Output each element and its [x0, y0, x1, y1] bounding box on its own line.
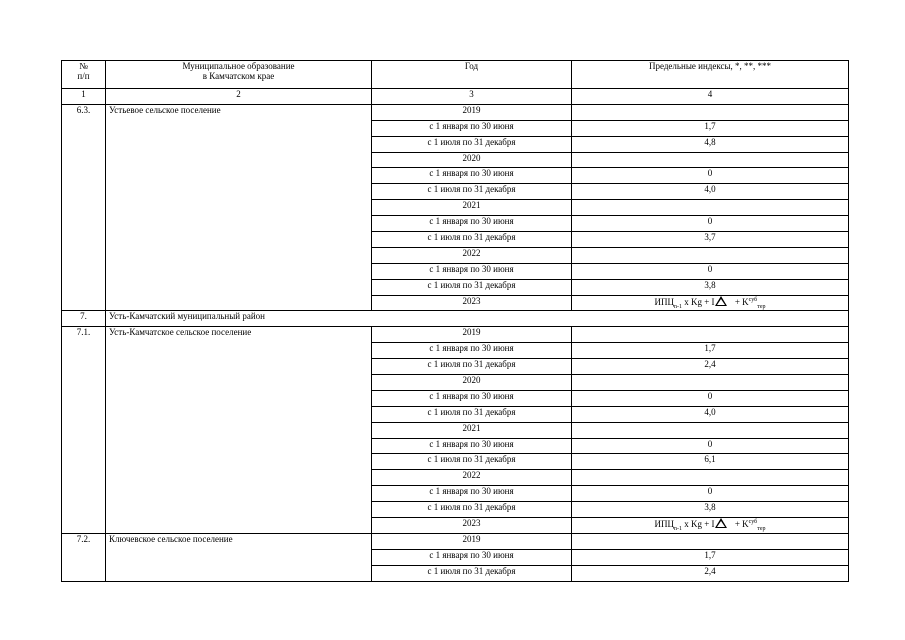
table-row [62, 247, 849, 263]
row-period: 2023 [372, 518, 572, 534]
row-period: с 1 января по 30 июня [372, 486, 572, 502]
row-index-value: 2,4 [572, 359, 849, 375]
row-index-value: 6,1 [572, 454, 849, 470]
row-municipality [106, 565, 372, 581]
row-municipality [106, 438, 372, 454]
row-municipality [106, 549, 372, 565]
table-row [62, 136, 849, 152]
header-municipality: Муниципальное образование в Камчатском крае [106, 61, 372, 89]
row-number [62, 359, 106, 375]
row-period: с 1 января по 30 июня [372, 216, 572, 232]
row-municipality: Ключевское сельское поселение [106, 533, 372, 549]
row-number [62, 263, 106, 279]
row-number: 7.1. [62, 327, 106, 343]
row-municipality [106, 152, 372, 168]
delta-icon [715, 518, 727, 528]
row-index-value: 4,0 [572, 406, 849, 422]
row-period: с 1 июля по 31 декабря [372, 184, 572, 200]
row-number [62, 216, 106, 232]
row-period: 2020 [372, 375, 572, 391]
row-municipality [106, 168, 372, 184]
table-row [62, 565, 849, 581]
row-period: с 1 июля по 31 декабря [372, 232, 572, 248]
formula-k-sup: суб [748, 296, 758, 303]
row-number [62, 470, 106, 486]
formula-k-sub: тер [757, 303, 766, 310]
table-row [62, 327, 849, 343]
table-row [62, 454, 849, 470]
formula-kg: x Kg + I [681, 296, 715, 307]
table-row [62, 104, 849, 120]
row-index-value [572, 200, 849, 216]
row-municipality [106, 216, 372, 232]
row-period: с 1 января по 30 июня [372, 343, 572, 359]
row-municipality [106, 470, 372, 486]
row-municipality [106, 454, 372, 470]
row-period: 2021 [372, 422, 572, 438]
row-number [62, 375, 106, 391]
row-index-value: 3,8 [572, 279, 849, 295]
row-number [62, 279, 106, 295]
row-municipality [106, 232, 372, 248]
delta-icon [715, 296, 727, 306]
row-index-value: 0 [572, 216, 849, 232]
table-body [62, 104, 849, 581]
row-index-value [572, 152, 849, 168]
row-number [62, 168, 106, 184]
row-municipality: Усть-Камчатский муниципальный район [106, 311, 849, 327]
row-period: с 1 января по 30 июня [372, 120, 572, 136]
table-row [62, 168, 849, 184]
row-municipality [106, 422, 372, 438]
table-row [62, 375, 849, 391]
table-row [62, 359, 849, 375]
row-period: 2019 [372, 327, 572, 343]
row-number: 7. [62, 311, 106, 327]
table-row [62, 311, 849, 327]
formula-cpi-sub: n-1 [673, 303, 682, 310]
table-row [62, 533, 849, 549]
row-number [62, 390, 106, 406]
row-index-value [572, 375, 849, 391]
row-period: с 1 января по 30 июня [372, 168, 572, 184]
table-row [62, 502, 849, 518]
row-municipality [106, 247, 372, 263]
row-period: 2019 [372, 104, 572, 120]
row-index-value: 0 [572, 168, 849, 184]
formula-cpi-sub: n-1 [673, 525, 682, 532]
row-period: с 1 января по 30 июня [372, 390, 572, 406]
row-number [62, 438, 106, 454]
numbering-row [62, 89, 849, 105]
row-period: 2022 [372, 247, 572, 263]
row-municipality [106, 136, 372, 152]
row-index-value: 4,8 [572, 136, 849, 152]
row-number [62, 343, 106, 359]
row-number [62, 518, 106, 534]
row-index-value: 2,4 [572, 565, 849, 581]
row-number [62, 247, 106, 263]
row-period: с 1 июля по 31 декабря [372, 502, 572, 518]
row-number: 7.2. [62, 533, 106, 549]
row-period: с 1 июля по 31 декабря [372, 454, 572, 470]
numbering-cell: 1 [62, 89, 106, 105]
formula-cpi: ИПЦ [654, 519, 674, 530]
table-row [62, 295, 849, 311]
table-row [62, 200, 849, 216]
table-row [62, 470, 849, 486]
row-municipality [106, 406, 372, 422]
row-index-value [572, 422, 849, 438]
row-index-value: 0 [572, 438, 849, 454]
table-row [62, 279, 849, 295]
row-period: с 1 января по 30 июня [372, 438, 572, 454]
row-municipality [106, 359, 372, 375]
formula-k-sub: тер [757, 525, 766, 532]
row-number [62, 120, 106, 136]
row-number: 6.3. [62, 104, 106, 120]
row-period: с 1 января по 30 июня [372, 263, 572, 279]
row-period: с 1 января по 30 июня [372, 549, 572, 565]
row-index-value: 0 [572, 486, 849, 502]
formula-cpi: ИПЦ [654, 296, 674, 307]
row-index-value [572, 533, 849, 549]
header-year: Год [372, 61, 572, 89]
row-index-value: 1,7 [572, 120, 849, 136]
header-indices: Предельные индексы, *, **, *** [572, 61, 849, 89]
row-period: 2023 [372, 295, 572, 311]
formula-k: + K [732, 296, 749, 307]
row-number [62, 136, 106, 152]
row-number [62, 454, 106, 470]
table-row [62, 152, 849, 168]
row-index-value: 3,7 [572, 232, 849, 248]
table-row [62, 422, 849, 438]
row-period: 2020 [372, 152, 572, 168]
row-number [62, 200, 106, 216]
row-index-value: 4,0 [572, 184, 849, 200]
table-row [62, 232, 849, 248]
row-municipality [106, 295, 372, 311]
table-row [62, 486, 849, 502]
row-number [62, 565, 106, 581]
table-row [62, 263, 849, 279]
header-num: № п/п [62, 61, 106, 89]
row-index-value [572, 327, 849, 343]
table-row [62, 120, 849, 136]
row-municipality [106, 390, 372, 406]
numbering-cell: 3 [372, 89, 572, 105]
table-row [62, 406, 849, 422]
header-row [62, 61, 849, 89]
table-row [62, 184, 849, 200]
row-period: с 1 июля по 31 декабря [372, 406, 572, 422]
table-row [62, 390, 849, 406]
row-municipality [106, 343, 372, 359]
row-municipality [106, 200, 372, 216]
row-municipality [106, 375, 372, 391]
row-municipality [106, 486, 372, 502]
row-number [62, 184, 106, 200]
row-index-value: 0 [572, 263, 849, 279]
row-number [62, 232, 106, 248]
row-number [62, 422, 106, 438]
row-formula [572, 295, 849, 311]
row-number [62, 152, 106, 168]
row-municipality: Устьевое сельское поселение [106, 104, 372, 120]
formula-kg: x Kg + I [681, 519, 715, 530]
row-number [62, 295, 106, 311]
numbering-cell: 2 [106, 89, 372, 105]
row-number [62, 406, 106, 422]
row-period: 2022 [372, 470, 572, 486]
row-period: с 1 июля по 31 декабря [372, 136, 572, 152]
row-municipality [106, 184, 372, 200]
row-index-value: 3,8 [572, 502, 849, 518]
row-municipality [106, 279, 372, 295]
row-period: с 1 июля по 31 декабря [372, 565, 572, 581]
row-period: с 1 июля по 31 декабря [372, 279, 572, 295]
row-index-value [572, 247, 849, 263]
row-municipality [106, 518, 372, 534]
numbering-cell: 4 [572, 89, 849, 105]
table-row [62, 343, 849, 359]
row-municipality [106, 120, 372, 136]
row-index-value [572, 104, 849, 120]
table-row [62, 438, 849, 454]
row-index-value: 0 [572, 390, 849, 406]
table-row [62, 549, 849, 565]
table-row [62, 518, 849, 534]
row-period: 2021 [372, 200, 572, 216]
row-index-value [572, 470, 849, 486]
row-number [62, 502, 106, 518]
table-row [62, 216, 849, 232]
row-formula [572, 518, 849, 534]
row-municipality [106, 502, 372, 518]
row-index-value: 1,7 [572, 343, 849, 359]
row-period: с 1 июля по 31 декабря [372, 359, 572, 375]
row-index-value: 1,7 [572, 549, 849, 565]
row-number [62, 486, 106, 502]
row-municipality: Усть-Камчатское сельское поселение [106, 327, 372, 343]
formula-k: + K [732, 519, 749, 530]
indices-table [61, 60, 849, 582]
row-number [62, 549, 106, 565]
row-period: 2019 [372, 533, 572, 549]
formula-k-sup: суб [748, 519, 758, 526]
row-municipality [106, 263, 372, 279]
